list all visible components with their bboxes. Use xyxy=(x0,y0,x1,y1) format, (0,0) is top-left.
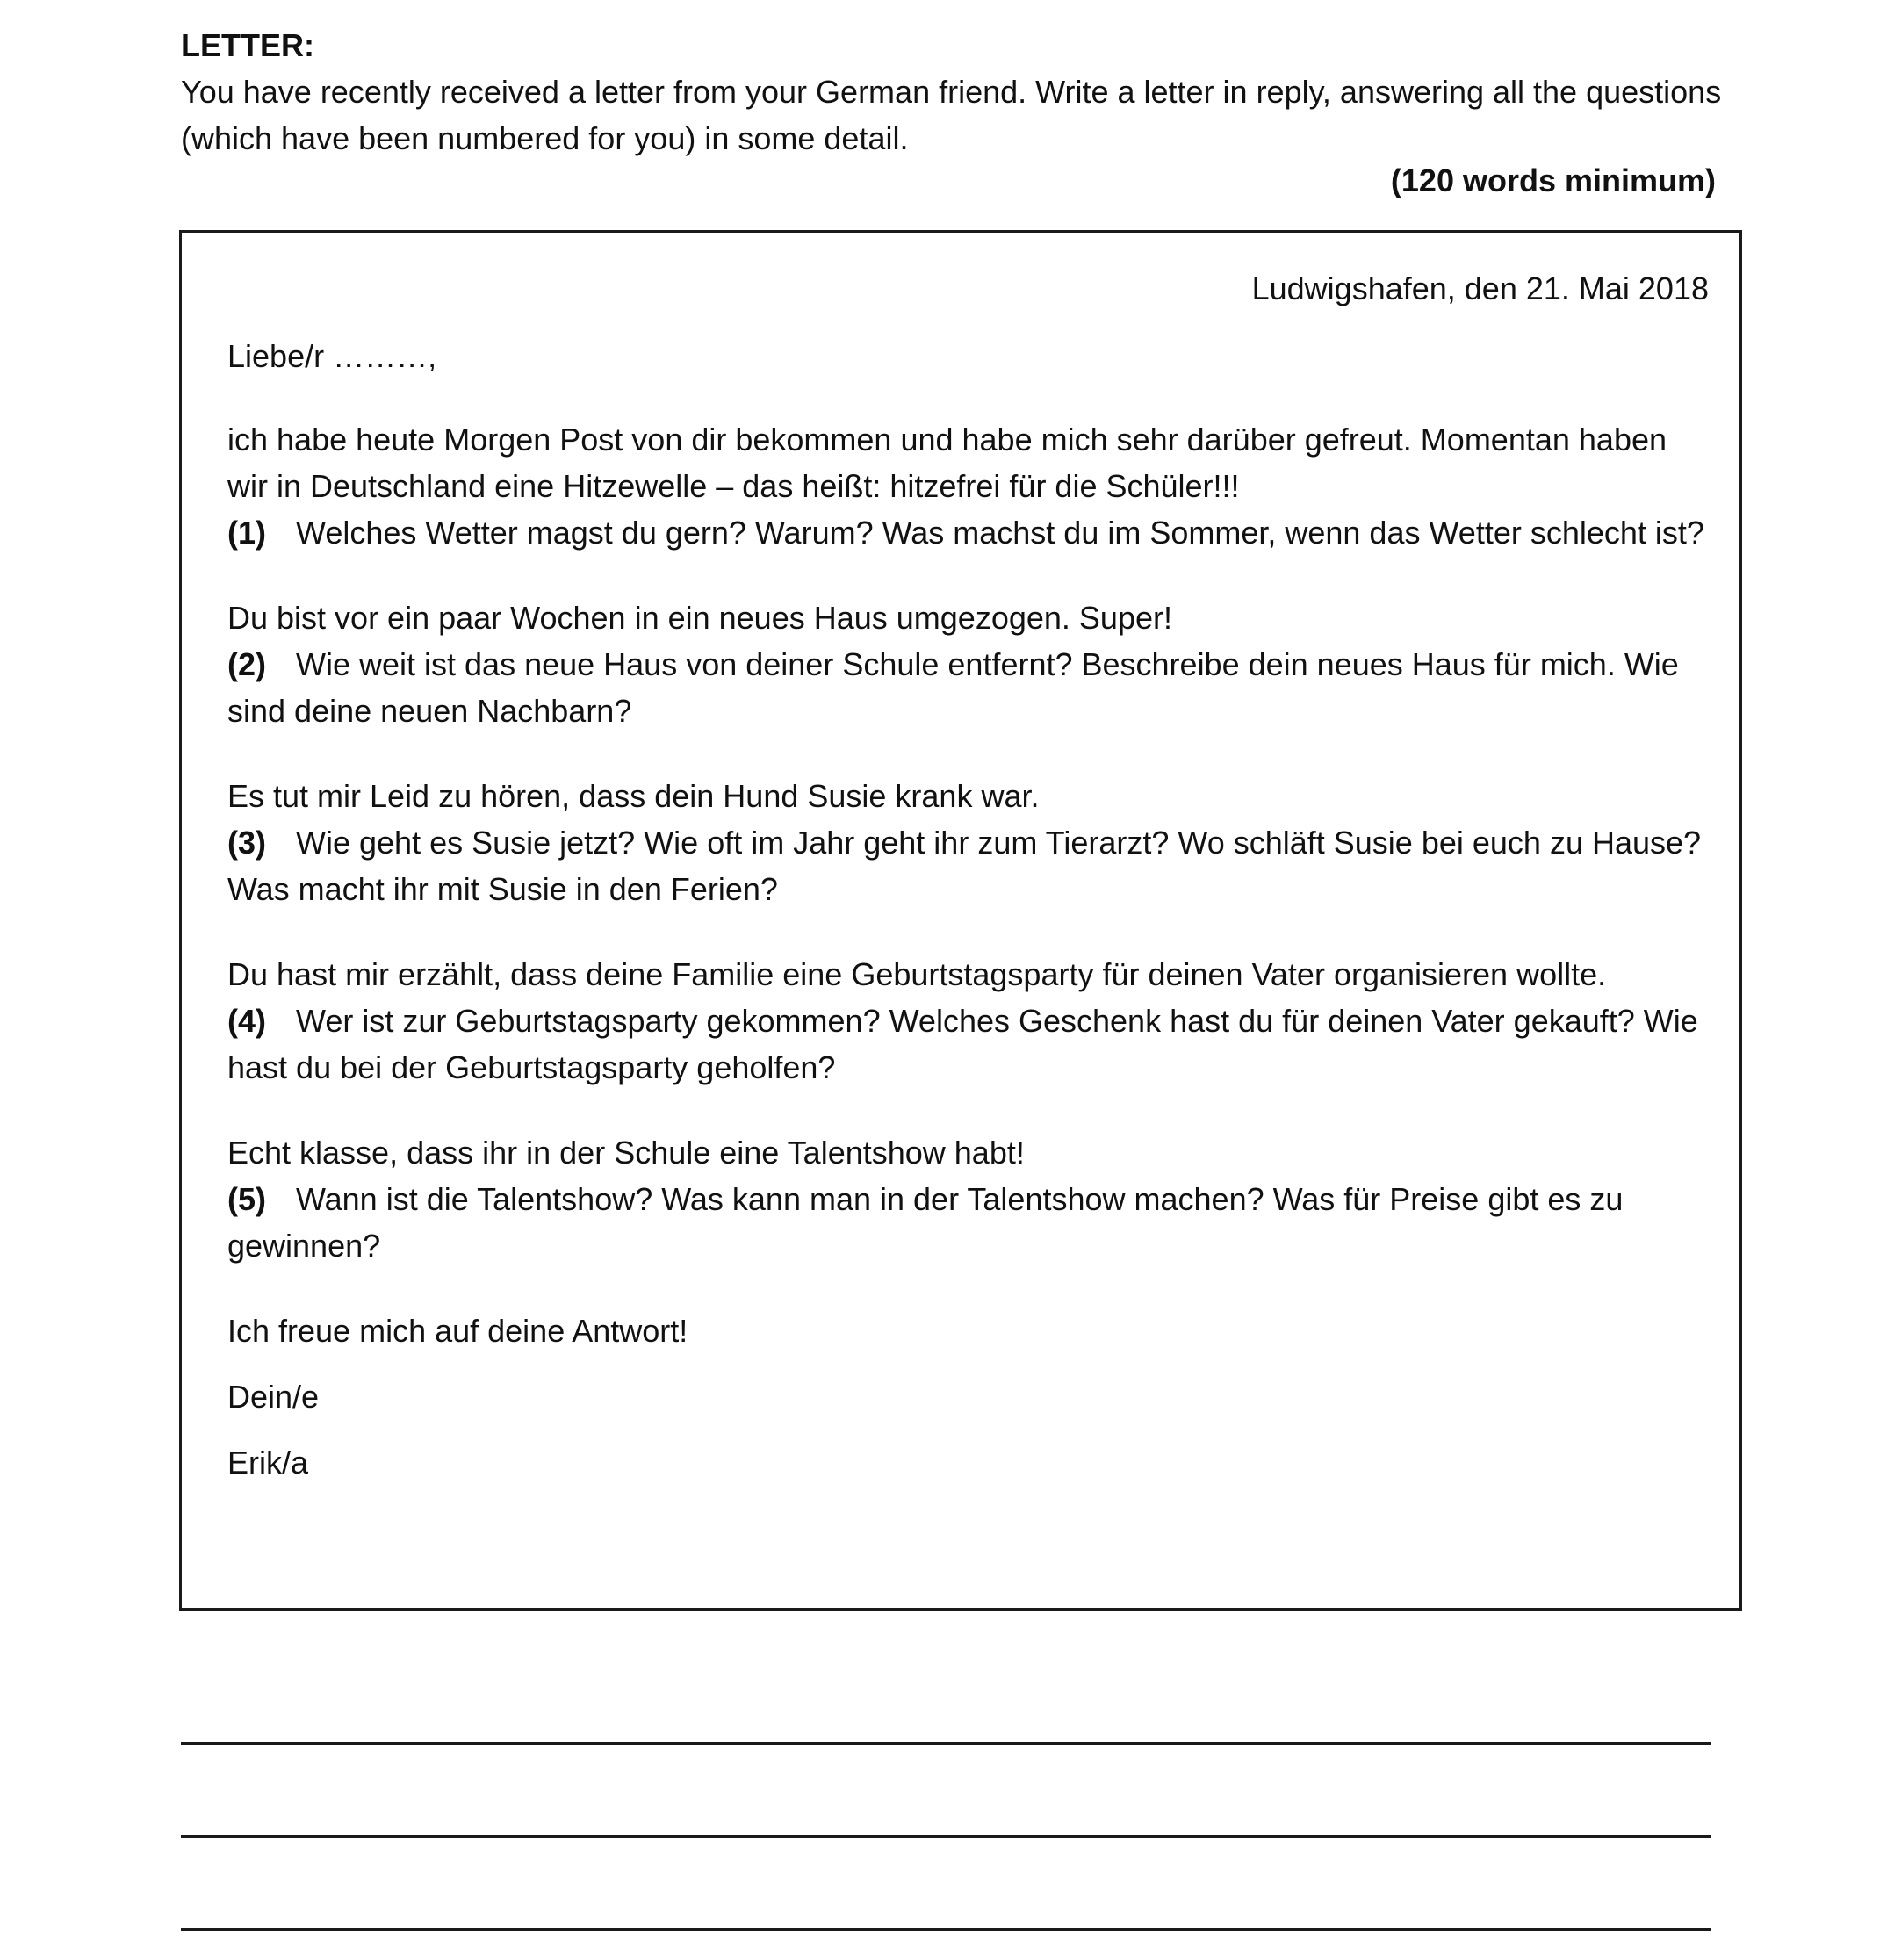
question-text: Wann ist die Talentshow? Was kann man in der Talentshow machen? Was für Preise gibt es zu gewinnen? xyxy=(227,1181,1624,1264)
question-text: Wie geht es Susie jetzt? Wie oft im Jahr geht ihr zum Tierarzt? Wo schläft Susie bei euch zu Hause? Was macht ihr mit Susie in den Ferien? xyxy=(227,825,1702,907)
question-block xyxy=(227,819,1711,912)
word-requirement: (120 words minimum) xyxy=(1390,162,1716,198)
paragraph-intro: Es tut mir Leid zu hören, dass dein Hund Susie krank war. xyxy=(227,778,1040,814)
question-text: Wie weit ist das neue Haus von deiner Schule entfernt? Beschreibe dein neues Haus für mich. Wie sind deine neuen Nachbarn? xyxy=(227,646,1679,729)
paragraph-intro: ich habe heute Morgen Post von dir bekommen und habe mich sehr darüber gefreut. Momentan haben wir in Deutschland eine Hitzewelle – das heißt: hitzefrei für die Schüler!!! xyxy=(227,422,1667,504)
letter-closing: Ich freue mich auf deine Antwort! xyxy=(227,1313,688,1349)
question-block xyxy=(227,509,1711,556)
letter-paragraph-3 xyxy=(227,773,1711,912)
letter-paragraph-4 xyxy=(227,951,1711,1091)
letter-paragraph-2 xyxy=(227,594,1711,734)
letter-date-line: Ludwigshafen, den 21. Mai 2018 xyxy=(1251,270,1709,306)
question-number: (5) xyxy=(227,1181,266,1217)
answer-line[interactable] xyxy=(181,1928,1711,1931)
question-block xyxy=(227,998,1711,1091)
paragraph-intro: Du hast mir erzählt, dass deine Familie eine Geburtstagsparty für deinen Vater organisieren wollte. xyxy=(227,956,1607,992)
question-number: (1) xyxy=(227,515,266,551)
paragraph-intro: Du bist vor ein paar Wochen in ein neues Haus umgezogen. Super! xyxy=(227,600,1172,636)
question-text: Welches Wetter magst du gern? Warum? Was machst du im Sommer, wenn das Wetter schlecht ist? xyxy=(296,515,1704,551)
question-number: (4) xyxy=(227,1003,266,1039)
letter-sign-off: Dein/e xyxy=(227,1379,320,1415)
letter-signature: Erik/a xyxy=(227,1445,309,1481)
answer-line[interactable] xyxy=(181,1742,1711,1745)
letter-box xyxy=(179,230,1742,1611)
task-heading: LETTER: xyxy=(181,27,314,63)
question-number: (3) xyxy=(227,825,266,861)
question-block xyxy=(227,641,1711,734)
letter-paragraph-1 xyxy=(227,416,1711,556)
task-instructions: You have recently received a letter from your German friend. Write a letter in reply, answering all the questions (which have been numbered for you) in some detail. xyxy=(181,74,1722,156)
letter-body xyxy=(227,333,1711,1486)
paragraph-intro: Echt klasse, dass ihr in der Schule eine Talentshow habt! xyxy=(227,1135,1025,1171)
question-number: (2) xyxy=(227,646,266,682)
answer-line[interactable] xyxy=(181,1835,1711,1838)
letter-salutation: Liebe/r ………, xyxy=(227,338,437,374)
question-block xyxy=(227,1176,1711,1269)
letter-paragraph-5 xyxy=(227,1129,1711,1269)
question-text: Wer ist zur Geburtstagsparty gekommen? Welches Geschenk hast du für deinen Vater gekauft? Wie hast du bei der Geburtstagsparty geholfen? xyxy=(227,1003,1698,1085)
